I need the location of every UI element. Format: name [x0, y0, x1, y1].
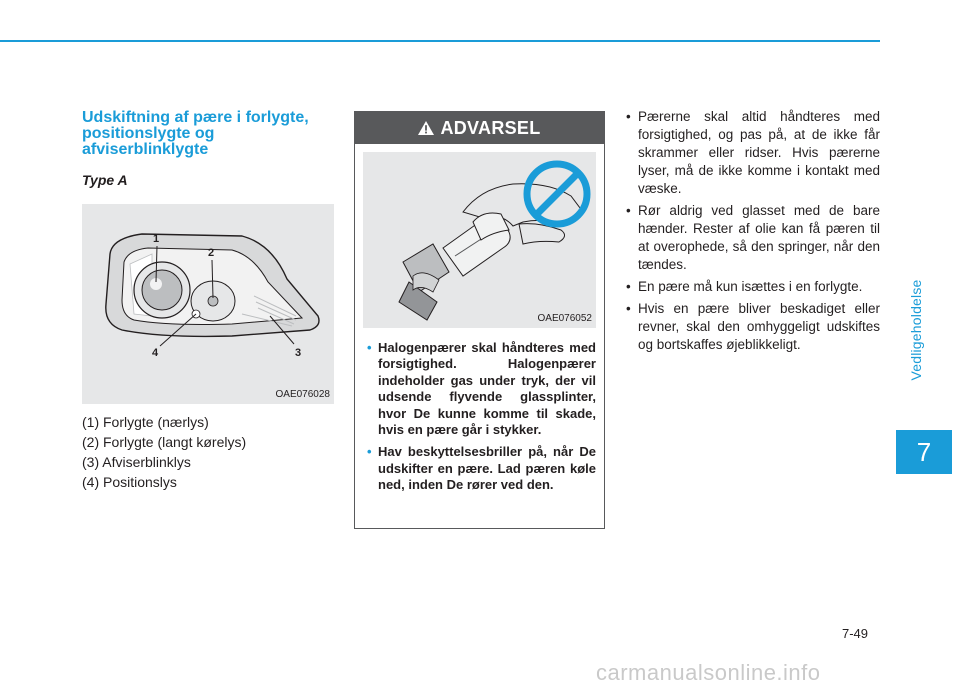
- headlamp-figure: [82, 204, 334, 404]
- figure-code: OAE076028: [275, 389, 330, 400]
- figure-code: OAE076052: [537, 313, 592, 324]
- bullet-item: • Rør aldrig ved glasset med de bare hænder. Rester af olie kan få pæren til at overophede, så den springer, når den tændes.: [624, 202, 880, 274]
- legend-item: (4) Positionslys: [82, 474, 177, 490]
- legend-item: (2) Forlygte (langt kørelys): [82, 434, 247, 450]
- warning-triangle-icon: [418, 121, 434, 135]
- left-column: [82, 110, 334, 492]
- type-label: Type A: [82, 172, 128, 188]
- bulb-figure: [363, 152, 596, 328]
- bulb-handling-illustration: [363, 152, 596, 328]
- chapter-side-label: [896, 230, 936, 430]
- bullet-item: • En pære må kun isættes i en forlygte.: [624, 278, 880, 296]
- bullet-item: • Pærerne skal altid håndteres med forsigtighed, og pas på, at de ikke får skrammer eller ridser. Hvis pærerne lyser, må de ikke komme i kontakt med væske.: [624, 108, 880, 198]
- bulb-handling-bullets: [624, 108, 880, 354]
- chapter-side-label-text: Vedligeholdelse: [908, 279, 924, 381]
- bullet-item: • Hvis en pære bliver beskadiget eller revner, skal den omhyggeligt udskiftes og bortskaffes øjeblikkeligt.: [624, 300, 880, 354]
- right-column: [624, 108, 880, 358]
- section-title-line: afviserblinklygte: [82, 141, 209, 158]
- header-rule: [0, 40, 880, 42]
- headlamp-illustration: [82, 204, 334, 404]
- warning-title: ADVARSEL: [440, 117, 541, 138]
- chapter-number-badge: 7: [896, 430, 952, 474]
- warning-item: • Hav beskyttelsesbriller på, når De udskifter en pære. Lad pæren køle ned, inden De rører ved den.: [367, 444, 596, 493]
- section-title: [82, 110, 334, 158]
- legend-item: (3) Afviserblinklys: [82, 454, 191, 470]
- page-number: 7-49: [842, 626, 869, 641]
- warning-item: • Halogenpærer skal håndteres med forsigtighed. Halogenpærer indeholder gas under tryk, der vil udsende flyvende glassplinter, hvor De kunne komme til skade, hvis en pære går i stykker.: [367, 340, 596, 438]
- watermark: carmanualsonline.info: [596, 660, 821, 685]
- callout-label: 2: [208, 247, 215, 259]
- callout-label: 4: [152, 347, 159, 359]
- legend-item: (1) Forlygte (nærlys): [82, 414, 209, 430]
- callout-label: 1: [153, 233, 160, 245]
- warning-header: [355, 112, 604, 144]
- section-title-line: positionslygte og: [82, 125, 215, 142]
- section-title-line: Udskiftning af pære i forlygte,: [82, 109, 309, 126]
- callout-label: 3: [295, 347, 302, 359]
- figure-legend: [82, 412, 334, 492]
- warning-list: [367, 340, 596, 494]
- warning-box: [354, 111, 605, 529]
